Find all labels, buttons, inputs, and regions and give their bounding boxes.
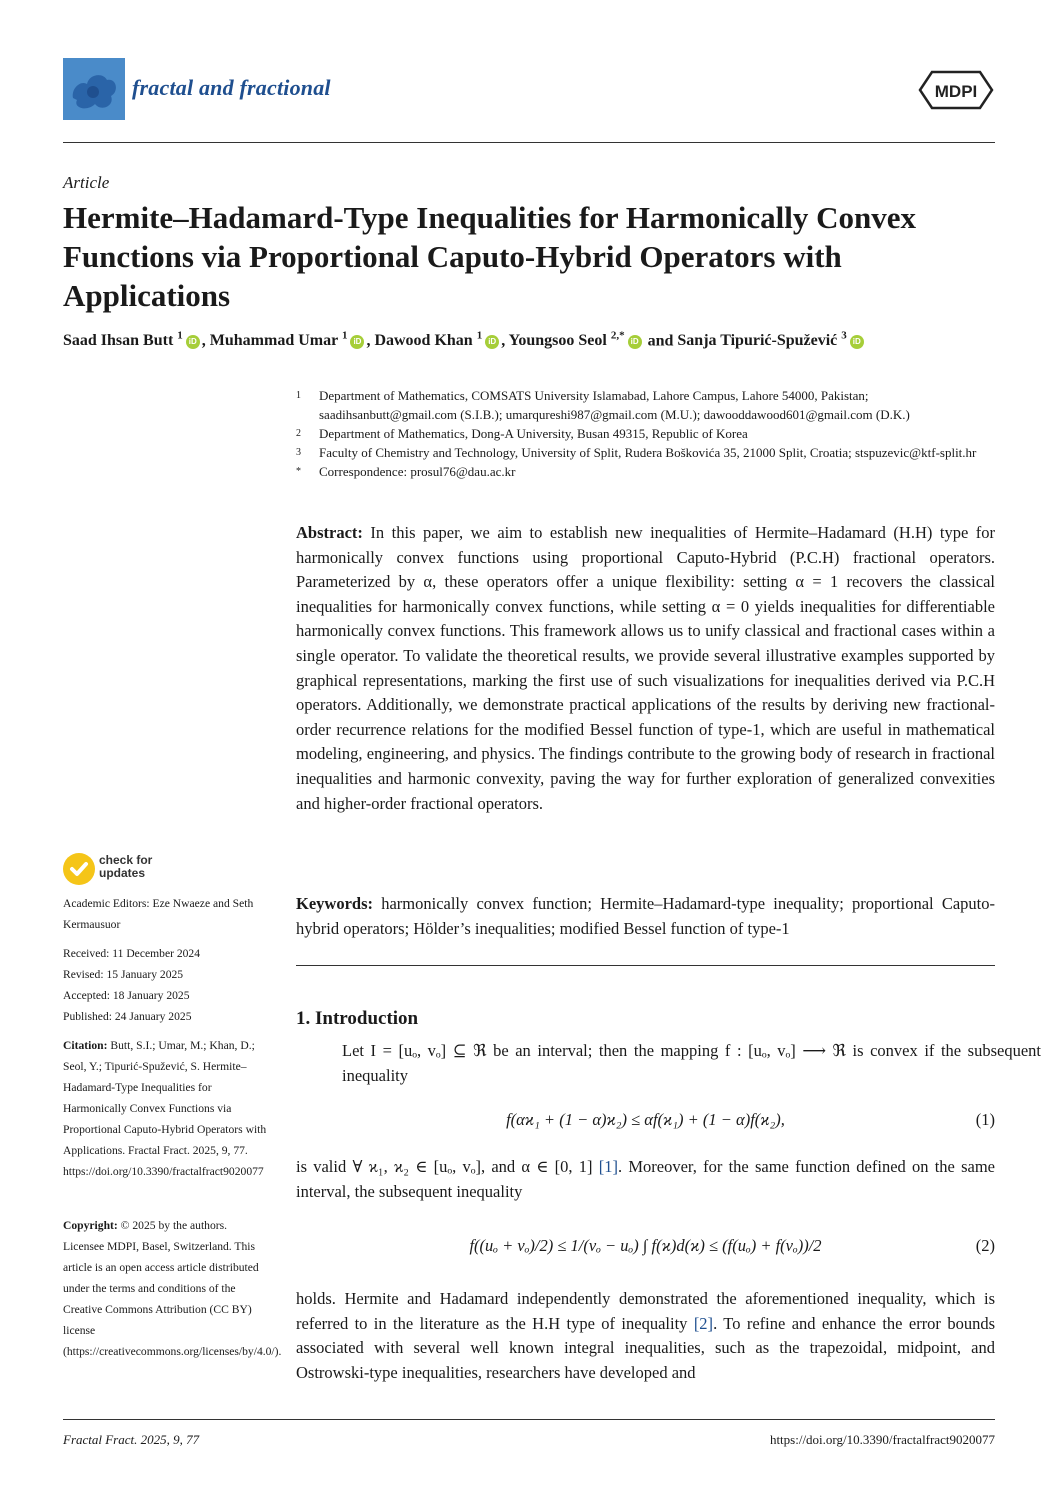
affiliation: 2 Department of Mathematics, Dong-A University, Busan 49315, Republic of Korea <box>296 426 748 441</box>
citation-link[interactable]: [2] <box>693 1313 714 1333</box>
journal-logo-icon <box>63 58 125 120</box>
footer-rule <box>63 1419 995 1420</box>
keywords-label: Keywords: <box>296 894 373 913</box>
author[interactable]: Youngsoo Seol $^{2,*}$ <box>508 330 625 350</box>
author[interactable]: Saad Ihsan Butt $^1$ <box>63 330 183 350</box>
check-for-updates-button[interactable]: check for updates <box>99 853 153 880</box>
publisher-label: MDPI <box>934 82 978 101</box>
citation-link[interactable]: [1] <box>598 1157 619 1176</box>
keywords <box>296 892 995 941</box>
orcid-icon[interactable]: iD <box>850 335 864 349</box>
orcid-icon[interactable]: iD <box>628 335 642 349</box>
author[interactable]: Sanja Tipurić-Spužević $^3$ <box>677 330 847 350</box>
section-heading: 1. Introduction <box>296 1008 419 1029</box>
orcid-icon[interactable]: iD <box>186 335 200 349</box>
header-rule <box>63 142 995 143</box>
paper-title: Hermite–Hadamard-Type Inequalities for Harmonically Convex Functions via Proportional Caputo-Hybrid Operators with Applications <box>63 200 916 313</box>
affiliation: 1 Department of Mathematics, COMSATS University Islamabad, Lahore Campus, Lahore 54000, Pakistan; saadihsanbutt@gmail.com (S.I.B.); umarqureshi987@gmail.com (M.U.); dawooddawood601@gmail.com (D.K.) <box>296 388 910 422</box>
abstract-label: Abstract: <box>296 523 363 542</box>
orcid-icon[interactable]: iD <box>350 335 364 349</box>
intro-paragraph: Let I = [uₒ, vₒ] ⊆ ℜ be an interval; then the mapping f : [uₒ, vₒ] ⟶ ℜ is convex if the subsequent inequality <box>342 1041 1041 1085</box>
intro-paragraph: is valid ∀ ϰ₁, ϰ₂ ∈ [uₒ, vₒ], and α ∈ [0, 1] [1]. Moreover, for the same function defined on the same interval, the subsequent inequality <box>296 1157 996 1201</box>
affiliation: 3 Faculty of Chemistry and Technology, University of Split, Rudera Boškovića 35, 21000 Split, Croatia; stspuzevic@ktf-split.hr <box>296 445 977 460</box>
author[interactable]: Dawood Khan $^1$ <box>374 330 483 350</box>
section-divider <box>296 965 995 966</box>
abstract-text: In this paper, we aim to establish new inequalities of Hermite–Hadamard (H.H) type for harmonically convex functions using proportional Caputo-Hybrid (P.C.H) fractional operators. Parameterized by α, these operators offer a unique flexibility: setting α = 1 recovers the classical inequalities for harmonically convex functions, while setting α = 0 yields inequalities for differentiable harmonically convex functions. This framework allows us to unify classical and fractional cases within a single operator. To validate the theoretical results, we provide several illustrative examples supported by graphical representations, marking the first use of such visualizations for inequalities derived via P.C.H operators. Additionally, we demonstrate practical applications of the results by deriving new fractional-order recurrence relations for the modified Bessel function of type-1, which are useful in mathematical modeling, engineering, and physics. The findings contribute to the growing body of research in fractional inequalities and harmonic convexity, paving the way for further exploration of generalized convexities and higher-order fractional operators. <box>296 523 995 813</box>
footer-doi-link[interactable]: https://doi.org/10.3390/fractalfract9020077 <box>769 1432 995 1447</box>
affiliation: * Correspondence: prosul76@dau.ac.kr <box>296 464 516 479</box>
journal-name: fractal and fractional <box>132 75 331 100</box>
equation-2: f((uₒ + vₒ)/2) ≤ 1/(vₒ − uₒ) ∫ f(ϰ)d(ϰ) ≤ (f(uₒ) + f(vₒ))/2 (2) <box>469 1236 995 1255</box>
abstract <box>296 521 995 816</box>
intro-paragraph: holds. Hermite and Hadamard independently demonstrated the aforementioned inequality, which is referred to in the literature as the H.H type of inequality [2]. To refine and enhance the error bounds associated with several well known integral inequalities, such as the trapezoidal, midpoint, and Ostrowski-type inequalities, researchers have developed and <box>296 1289 995 1382</box>
author[interactable]: Muhammad Umar $^1$ <box>209 330 348 350</box>
article-dates: Received: 11 December 2024 Revised: 15 January 2025 Accepted: 18 January 2025 Published: 24 January 2025 <box>63 947 201 1023</box>
check-for-updates-icon[interactable] <box>63 853 95 885</box>
citation-block: Citation: Butt, S.I.; Umar, M.; Khan, D.; Seol, Y.; Tipurić-Spužević, S. Hermite–Hadamard-Type Inequalities for Harmonically Convex Functions via Proportional Caputo-Hybrid Operators with Applications. Fractal Fract. 2025, 9, 77. https://doi.org/10.3390/fractalfract9020077 <box>63 1039 267 1178</box>
copyright-block: Copyright: © 2025 by the authors. Licensee MDPI, Basel, Switzerland. This article is an open access article distributed under the terms and conditions of the Creative Commons Attribution (CC BY) license (https://creativecommons.org/licenses/by/4.0/). <box>63 1219 282 1358</box>
keywords-text: harmonically convex function; Hermite–Hadamard-type inequality; proportional Caputo-hybrid operators; Hölder’s inequalities; modified Bessel function of type-1 <box>296 894 995 938</box>
orcid-icon[interactable]: iD <box>485 335 499 349</box>
equation-1: f(αϰ₁ + (1 − α)ϰ₂) ≤ αf(ϰ₁) + (1 − α)f(ϰ₂), (1) <box>506 1110 995 1129</box>
article-type: Article <box>63 173 110 192</box>
academic-editors: Academic Editors: Eze Nwaeze and Seth Kermausuor <box>63 897 254 931</box>
mdpi-logo <box>918 70 994 110</box>
affiliations <box>296 386 996 481</box>
footer-journal-ref: Fractal Fract. 2025, 9, 77 <box>63 1432 200 1447</box>
author-list: Saad Ihsan Butt $^1$ iD , Muhammad Umar $^1$ iD , Dawood Khan $^1$ iD , Youngsoo Seol $^{2,*}$ iD and Sanja Tipurić-Spužević $^3$ iD <box>63 330 866 350</box>
